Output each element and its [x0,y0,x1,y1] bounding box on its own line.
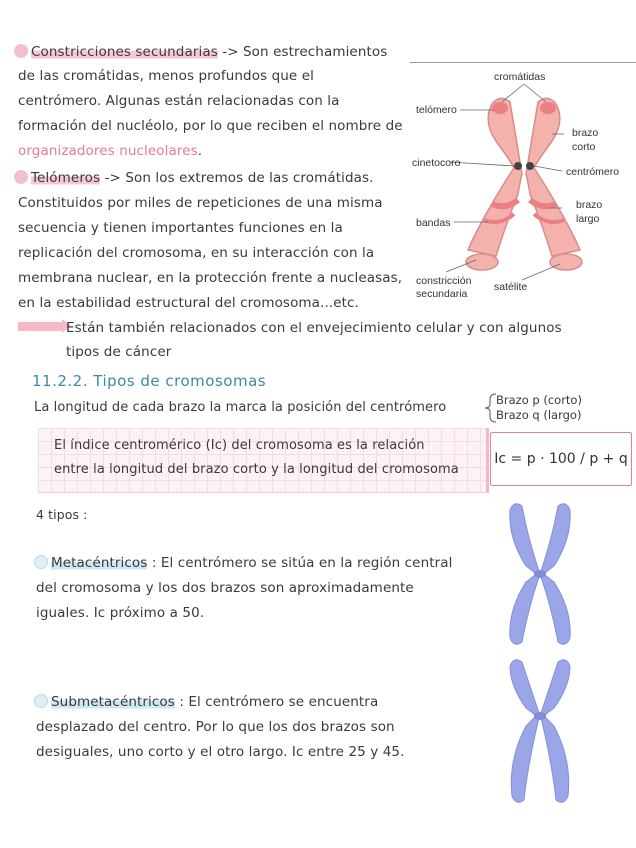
label-satelite: satélite [494,281,528,293]
term-submetacentricos: Submetacéntricos [51,694,175,710]
brace-label-q: Brazo q (largo) [496,408,582,422]
paragraph-line: replicación del cromosoma, en su interacción con la [18,245,375,261]
blue-bullet-icon [34,694,48,708]
blue-bullet-icon [34,555,48,569]
formula-text: Ic = p · 100 / p + q [494,451,628,467]
chromosome-shape [466,98,582,270]
telomere-tip [540,102,556,114]
paragraph-line: del cromosoma y los dos brazos son aproximadamente [36,580,414,596]
satellite [550,254,582,270]
label-brazo-largo: brazo [576,199,603,211]
paragraph-line: Constituidos por miles de repeticiones de una misma [18,195,383,211]
pink-bullet-icon [14,44,28,58]
paragraph-line: formación del nucléolo, por lo que reciben el nombre de [18,118,403,134]
label-constriccion: constricción [416,275,472,287]
paragraph-line: en la estabilidad estructural del cromosoma...etc. [18,295,359,311]
kinetochore [514,162,522,170]
paragraph-line: tipos de cáncer [66,344,172,360]
term-telomeros: Telómeros [31,170,101,186]
paragraph-line: iguales. Ic próximo a 50. [36,605,205,621]
kinetochore [526,162,534,170]
paragraph-line: secuencia y tienen importantes funciones en la [18,220,343,236]
label-brazo-largo: largo [576,213,600,225]
label-cinetocoro: cinetocoro [412,157,461,169]
paragraph-line: Metacéntricos : El centrómero se sitúa en la región central [34,553,453,573]
formula-box [490,432,632,486]
label-cromatidas: cromátidas [494,71,546,83]
metacentric-chromosome-icon [500,498,580,648]
paragraph-line: Están también relacionados con el envejecimiento celular y con algunos [66,320,562,336]
term-constricciones: Constricciones secundarias [31,44,218,60]
figure-divider [410,62,636,63]
paragraph-line: de las cromátidas, menos profundos que el [18,68,314,84]
term-metacentricos: Metacéntricos [51,555,148,571]
section-title: 11.2.2. Tipos de cromosomas [32,372,267,390]
types-count: 4 tipos : [36,507,88,522]
telomere-tip [492,102,508,114]
label-constriccion: secundaria [416,288,468,300]
paragraph-line: organizadores nucleolares. [18,143,203,159]
pink-arrow-icon [18,322,62,331]
definition-line: El índice centromérico (Ic) del cromosoma es la relación [54,438,425,453]
brace-label-p: Brazo p (corto) [496,393,582,407]
definition-line: entre la longitud del brazo corto y la longitud del cromosoma [54,462,459,477]
label-centromero: centrómero [566,166,620,178]
paragraph-line: Submetacéntricos : El centrómero se encuentra [34,692,378,712]
paragraph-line: desplazado del centro. Por lo que los dos brazos son [36,719,395,735]
label-bandas: bandas [416,217,451,229]
paragraph-line: desiguales, uno corto y el otro largo. Ic entre 25 y 45. [36,744,405,760]
label-brazo-corto: corto [572,141,596,153]
paragraph-line: centrómero. Algunas están relacionadas con la [18,93,340,109]
paragraph-line: membrana nuclear, en la protección frente a nucleasas, [18,270,403,286]
paragraph-line: Telómeros -> Son los extremos de las cromátidas. [14,168,374,188]
submetacentric-chromosome-icon [500,656,580,806]
chromosome-diagram [410,64,636,314]
paragraph-line: Constricciones secundarias -> Son estrechamientos [14,42,387,62]
pink-bullet-icon [14,170,28,184]
paragraph-line: La longitud de cada brazo la marca la posición del centrómero [34,400,447,415]
term-organizadores: organizadores nucleolares [18,143,198,159]
label-brazo-corto: brazo [572,127,599,139]
label-telomero: telómero [416,104,457,116]
